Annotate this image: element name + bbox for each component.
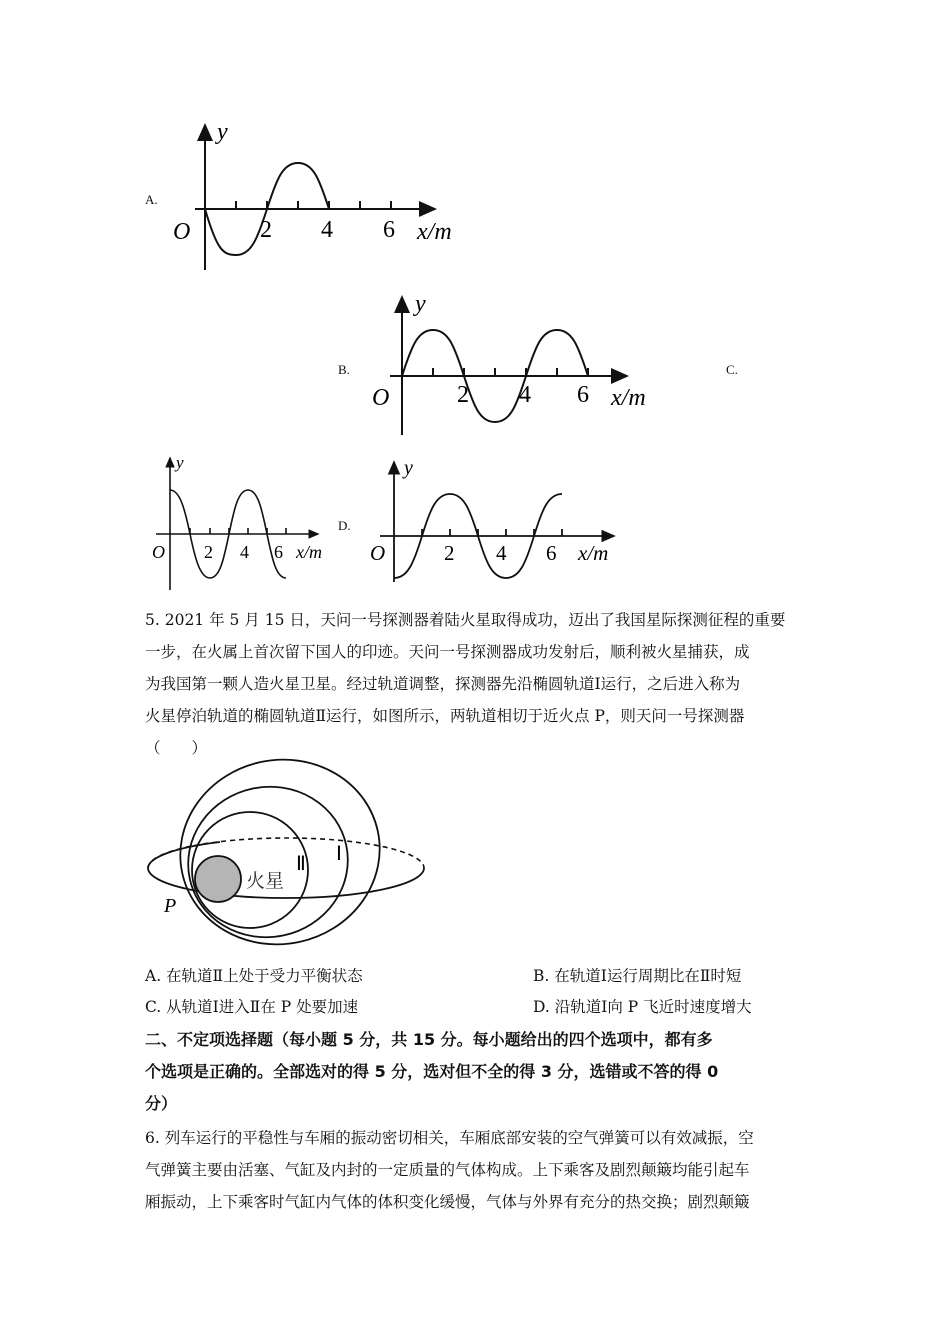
q5-option-b[interactable]: B. 在轨道Ⅰ运行周期比在Ⅱ时短 (533, 967, 742, 985)
tick-2: 2 (457, 382, 469, 408)
point-p-label: P (164, 895, 177, 917)
origin-label: O (152, 542, 165, 562)
y-axis-label: y (217, 119, 228, 145)
y-axis-label: y (404, 457, 413, 479)
tick-6: 6 (546, 541, 557, 565)
origin-label: O (370, 541, 386, 565)
q5-option-a[interactable]: A. 在轨道Ⅱ上处于受力平衡状态 (145, 967, 363, 985)
tick-4: 4 (519, 382, 531, 408)
tick-6: 6 (577, 382, 589, 408)
text-line: 分） (145, 1094, 178, 1113)
tick-4: 4 (321, 217, 333, 243)
orbit-2-label: Ⅱ (296, 853, 306, 875)
tick-6: 6 (274, 542, 283, 562)
graph-option-c (140, 450, 340, 590)
mars-planet (195, 856, 241, 902)
option-a-label: A. (145, 192, 158, 207)
text-line: 5. 2021 年 5 月 15 日，天问一号探测器着陆火星取得成功，迈出了我国星际探测征程的重要 (145, 611, 786, 629)
option-d-label: D. (338, 518, 351, 533)
y-axis-label: y (176, 453, 184, 472)
text-line: 厢振动，上下乘客时气缸内气体的体积变化缓慢，气体与外界有充分的热交换；剧烈颠簸 (145, 1193, 750, 1211)
mars-label: 火星 (246, 870, 285, 892)
graph-option-a (165, 115, 475, 280)
tick-6: 6 (383, 217, 395, 243)
q5-option-d[interactable]: D. 沿轨道Ⅰ向 P 飞近时速度增大 (533, 998, 752, 1016)
orbit-1 (163, 752, 397, 962)
text-line: （ ） (145, 739, 208, 757)
x-axis-label: x/m (417, 219, 452, 245)
section-2-heading (145, 1024, 815, 1120)
graph-option-d (360, 452, 640, 587)
x-axis-label: x/m (578, 541, 609, 565)
text-line: 为我国第一颗人造火星卫星。经过轨道调整，探测器先沿椭圆轨道Ⅰ运行，之后进入称为 (145, 675, 741, 693)
q5-option-c[interactable]: C. 从轨道Ⅰ进入Ⅱ在 P 处要加速 (145, 998, 359, 1016)
tick-2: 2 (260, 217, 272, 243)
text-line: 二、不定项选择题（每小题 5 分，共 15 分。每小题给出的四个选项中，都有多 (145, 1030, 713, 1049)
text-line: 气弹簧主要由活塞、气缸及内封的一定质量的气体构成。上下乘客及剧烈颠簸均能引起车 (145, 1161, 750, 1179)
origin-label: O (173, 219, 191, 245)
text-line: 6. 列车运行的平稳性与车厢的振动密切相关，车厢底部安装的空气弹簧可以有效减振，空 (145, 1129, 754, 1147)
option-b-label: B. (338, 362, 350, 377)
text-line: 火星停泊轨道的椭圆轨道Ⅱ运行，如图所示，两轨道相切于近火点 P，则天问一号探测器 (145, 707, 745, 725)
tick-4: 4 (496, 541, 507, 565)
orbit-1-label: Ⅰ (336, 843, 342, 865)
tick-2: 2 (444, 541, 455, 565)
origin-label: O (372, 385, 390, 411)
x-axis-label: x/m (296, 542, 322, 562)
tick-4: 4 (240, 542, 249, 562)
orbit-figure (140, 752, 430, 962)
question-6-text (145, 1122, 810, 1218)
option-c-label: C. (726, 362, 738, 377)
text-line: 个选项是正确的。全部选对的得 5 分，选对但不全的得 3 分，选错或不答的得 0 (145, 1062, 719, 1081)
graph-option-b (365, 285, 665, 445)
tick-2: 2 (204, 542, 213, 562)
x-axis-label: x/m (611, 385, 646, 411)
y-axis-label: y (415, 291, 426, 317)
text-line: 一步，在火属上首次留下国人的印迹。天问一号探测器成功发射后，顺利被火星捕获，成 (145, 643, 750, 661)
question-5-text (145, 604, 810, 764)
